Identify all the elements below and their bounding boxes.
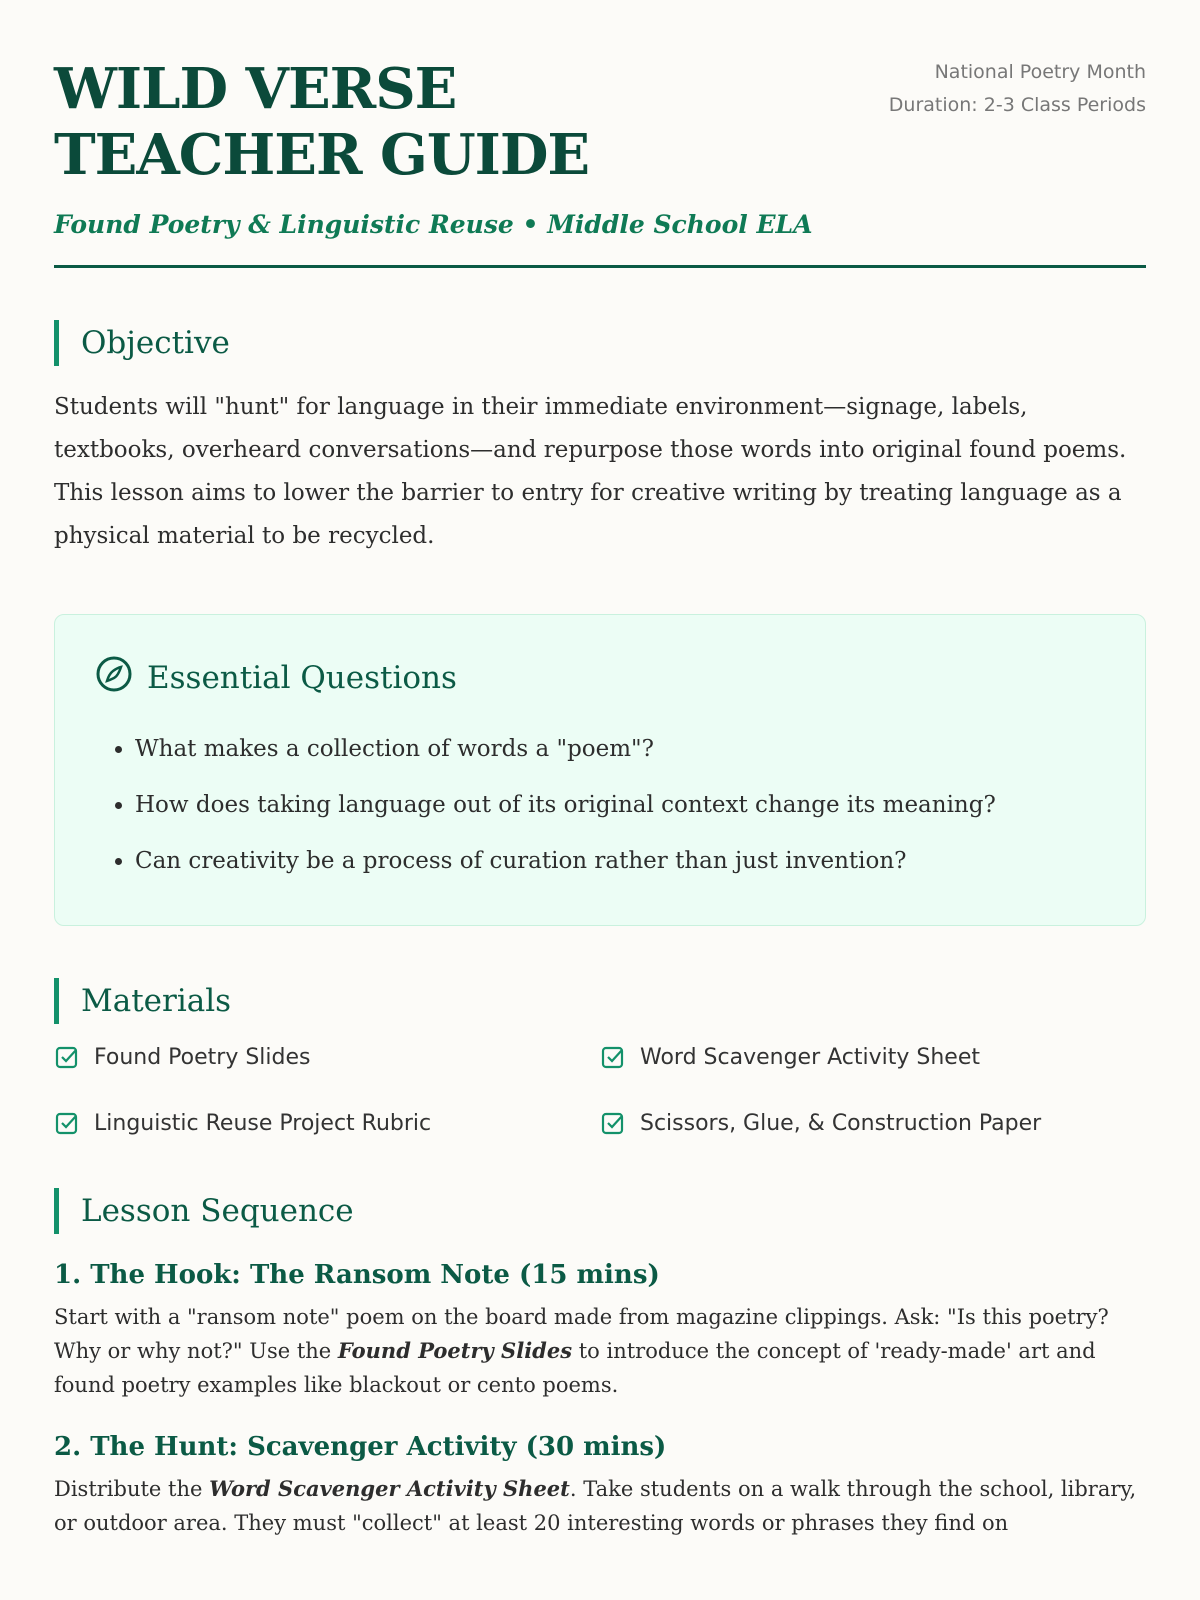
- material-item: [54, 1044, 600, 1070]
- meta-duration: Duration: 2-3 Class Periods: [888, 94, 1146, 116]
- resource-name: Found Poetry Slides: [337, 1338, 573, 1363]
- objective-heading: Objective: [54, 320, 1146, 366]
- header: [54, 56, 1146, 268]
- materials-list: [54, 1044, 1146, 1136]
- question-item: • Can creativity be a process of curation rather than just invention?: [135, 833, 1105, 889]
- lesson-heading: Lesson Sequence: [54, 1188, 1146, 1234]
- material-item: [600, 1110, 1146, 1136]
- material-label: Scissors, Glue, & Construction Paper: [640, 1110, 1042, 1136]
- step-title: 1. The Hook: The Ransom Note (15 mins): [54, 1260, 660, 1290]
- step-text-part: Distribute the: [54, 1477, 210, 1501]
- resource-name: Word Scavenger Activity Sheet: [209, 1476, 570, 1501]
- question-item: • How does taking language out of its original context change its meaning?: [135, 777, 1105, 833]
- checkbox-icon: [600, 1110, 626, 1136]
- materials-heading: Materials: [54, 978, 1146, 1024]
- checkbox-icon: [600, 1044, 626, 1070]
- material-item: [600, 1044, 1146, 1070]
- page-title: WILD VERSE TEACHER GUIDE: [54, 56, 590, 188]
- subtitle: Found Poetry & Linguistic Reuse • Middle School ELA: [54, 210, 813, 239]
- step-text: [54, 1472, 1146, 1540]
- material-label: Linguistic Reuse Project Rubric: [94, 1110, 432, 1136]
- essential-questions-box: [54, 614, 1146, 926]
- essential-questions-heading: Essential Questions: [147, 660, 457, 696]
- step-text-part: . Take students on a walk through the school, library, or outdoor area. They must "collect" at least 20 interesting words or phrases they find on: [54, 1477, 1137, 1535]
- checkbox-icon: [54, 1110, 80, 1136]
- checkbox-icon: [54, 1044, 80, 1070]
- material-label: Word Scavenger Activity Sheet: [640, 1044, 980, 1070]
- step-text: [54, 1300, 1146, 1402]
- material-item: [54, 1110, 600, 1136]
- compass-icon: [95, 655, 133, 701]
- step-text-part: Start with a "ransom note" poem on the board made from magazine clippings. Ask: "Is this poetry? Why or why not?" Use the: [54, 1305, 1109, 1363]
- meta-info: [886, 56, 1146, 239]
- objective-text: Students will "hunt" for language in their immediate environment—signage, labels, textbooks, overheard conversations—and repurpose those words into original found poems. This lesson aims to lower the barrier to entry for creative writing by treating language as a physical material to be recycled.: [54, 394, 1127, 549]
- step-title: 2. The Hunt: Scavenger Activity (30 mins): [54, 1432, 667, 1462]
- question-item: • What makes a collection of words a "poem"?: [135, 721, 1105, 777]
- meta-event: National Poetry Month: [934, 61, 1146, 83]
- step-text-part: to introduce the concept of 'ready-made' art and found poetry examples like blackout or cento poems.: [54, 1339, 1096, 1397]
- material-label: Found Poetry Slides: [94, 1044, 311, 1070]
